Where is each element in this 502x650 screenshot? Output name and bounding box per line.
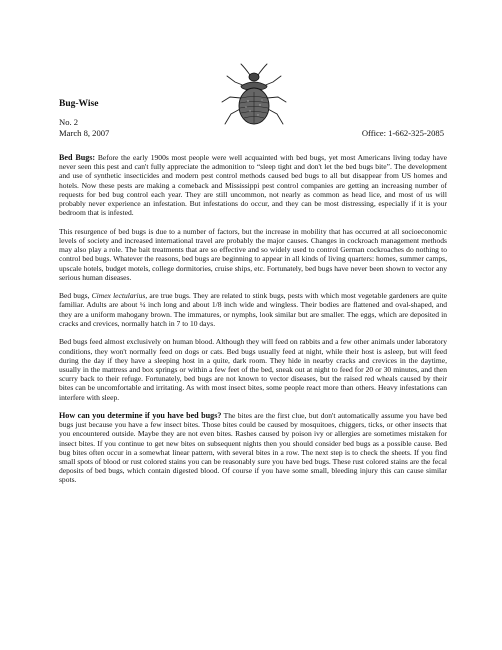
species-name: Cimex lectularius (91, 291, 146, 301)
paragraph-text: , are true bugs. They are related to stink bugs, pests with which most vegetable gardeners are quite familiar. Adults are about ¼ inch long and about 1/8 inch wide and wingless. Their bodies are flattened and oval-shaped, and they are a uniform mahogany brown. The immatures, or nymphs, look similar but are smaller. The eggs, which are deposited in cracks and crevices, normally hatch in 7 to 10 days. (59, 291, 447, 328)
paragraph-detection (59, 411, 447, 485)
paragraph-text: This resurgence of bed bugs is due to a number of factors, but the increase in mobility that has occurred at all socioeconomic levels of society and increased international travel are probably the major causes. Changes in cockroach management methods may also play a role. The bait treatments that are so effective and so widely used to control German cockroaches do nothing to control bed bugs. Whatever the reasons, bed bugs are beginning to appear in all kinds of living quarters: homes, summer camps, upscale hotels, budget motels, college dormitories, cruise ships, etc. Fortunately, bed bugs have never been shown to vector any serious human diseases. (59, 226, 447, 282)
paragraph-text: Bed bugs feed almost exclusively on human blood. Although they will feed on rabbits and a few other animals under laboratory conditions, they won't normally feed on dogs or cats. Bed bugs usually feed at night, while their host is asleep, but will feed during the day if they have a sleeping host in a quite, dark room. They hide in nearby cracks and crevices in the daytime, usually in the mattress and box springs or within a few feet of the bed, sneak out at night to feed for 20 or 30 minutes, and then scurry back to their refuge. Fortunately, bed bugs are not known to vector diseases, but the raised red wheals caused by their bites can be uncomfortable and irritating. As with most insect bites, some people react more than others. Heavy infestations can interfere with sleep. (59, 337, 447, 402)
paragraph-description (59, 291, 447, 328)
newsletter-title: Bug-Wise (59, 99, 99, 109)
paragraph-intro (59, 153, 447, 217)
section-heading-bed-bugs: Bed Bugs: (59, 153, 96, 162)
paragraph-feeding (59, 337, 447, 401)
paragraph-resurgence (59, 227, 447, 282)
office-phone: Office: 1-662-325-2085 (361, 128, 444, 138)
article-body (59, 153, 447, 494)
issue-number: No. 2 (59, 117, 79, 127)
issue-date: March 8, 2007 (59, 128, 110, 138)
paragraph-text: Before the early 1900s most people were well acquainted with bed bugs, yet most Americans living today have never seen this pest and can't fully appreciate the admonition to “sleep tight and don't let the bed bugs bite”. The development and use of synthetic insecticides and modern pest control methods caused bed bugs to all but disappear from US homes and hotels. Now these pests are making a comeback and Mississippi pest control companies are getting an increasing number of requests for bed bug control each year. They are still uncommon, not nearly as common as head lice, and most of us will probably never experience an infestation. But infestations do occur, and they can be most distressing, especially if it is your bedroom that is infested. (59, 153, 447, 218)
paragraph-text: Bed bugs, (59, 291, 92, 301)
bed-bug-icon (219, 62, 289, 134)
section-heading-detection: How can you determine if you have bed bugs? (59, 411, 222, 421)
paragraph-text: The bites are the first clue, but don't automatically assume you have bed bugs just because you have a few insect bites. Those bites could be caused by mosquitoes, chiggers, ticks, or other insects that you encountered outside. Maybe they are not even bites. Rashes caused by poison ivy or allergies are sometimes mistaken for insect bites. If you continue to get new bites on subsequent nights then you should consider bed bugs as a possible cause. Bed bug bites often occur in a somewhat linear pattern, with several bites in a row. The next step is to check the sheets. If you find small spots of blood or rust colored stains you can be reasonably sure you have bed bugs. These rust colored stains are the fecal deposits of bed bugs, which contain digested blood. Of course if you have some small, bleeding injury this can cause similar spots. (59, 411, 447, 485)
